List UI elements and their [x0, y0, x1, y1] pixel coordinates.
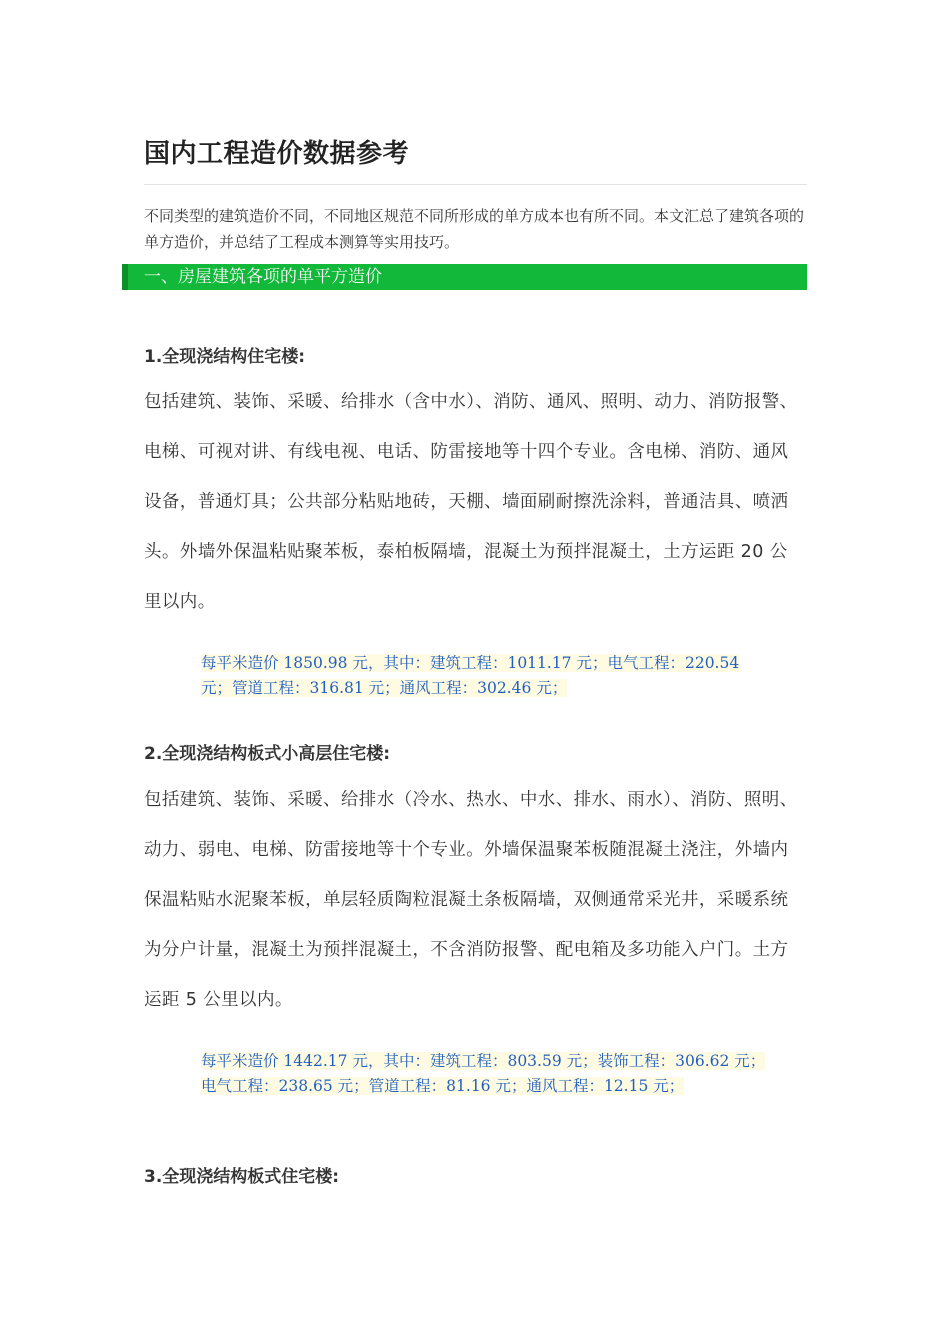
price-text: 每平米造价 1442.17 元，其中：建筑工程：803.59 元；装饰工程：306.62 元；电气工程：238.65 元；管道工程：81.16 元；通风工程：12.15 元； — [201, 1052, 766, 1095]
item-heading: 1.全现浇结构住宅楼: — [144, 347, 306, 367]
page-title: 国内工程造价数据参考 — [144, 139, 410, 169]
item-heading: 2.全现浇结构板式小高层住宅楼: — [144, 744, 391, 764]
intro-paragraph: 不同类型的建筑造价不同，不同地区规范不同所形成的单方成本也有所不同。本文汇总了建筑各项的单方造价，并总结了工程成本测算等实用技巧。 — [144, 207, 805, 251]
section-header-bar — [122, 264, 807, 290]
title-divider — [144, 184, 807, 185]
item-description: 包括建筑、装饰、采暖、给排水（含中水）、消防、通风、照明、动力、消防报警、电梯、可视对讲、有线电视、电话、防雷接地等十四个专业。含电梯、消防、通风设备，普通灯具；公共部分粘贴地砖，天棚、墙面刷耐擦洗涂料，普通洁具、喷洒头。外墙外保温粘贴聚苯板，泰柏板隔墙，混凝土为预拌混凝土，土方运距 20 公里以内。 — [144, 392, 798, 612]
item-description: 包括建筑、装饰、采暖、给排水（冷水、热水、中水、排水、雨水）、消防、照明、动力、弱电、电梯、防雷接地等十个专业。外墙保温聚苯板随混凝土浇注，外墙内保温粘贴水泥聚苯板，单层轻质陶粒混凝土条板隔墙，双侧通常采光井，采暖系统为分户计量，混凝土为预拌混凝土，不含消防报警、配电箱及多功能入户门。土方运距 5 公里以内。 — [144, 790, 798, 1010]
price-note — [201, 651, 771, 701]
price-note — [201, 1049, 771, 1099]
price-text: 每平米造价 1850.98 元，其中：建筑工程：1011.17 元；电气工程：220.54 元；管道工程：316.81 元；通风工程：302.46 元； — [201, 654, 740, 697]
item-heading: 3.全现浇结构板式住宅楼: — [144, 1167, 340, 1187]
section-heading: 一、房屋建筑各项的单平方造价 — [144, 267, 382, 287]
